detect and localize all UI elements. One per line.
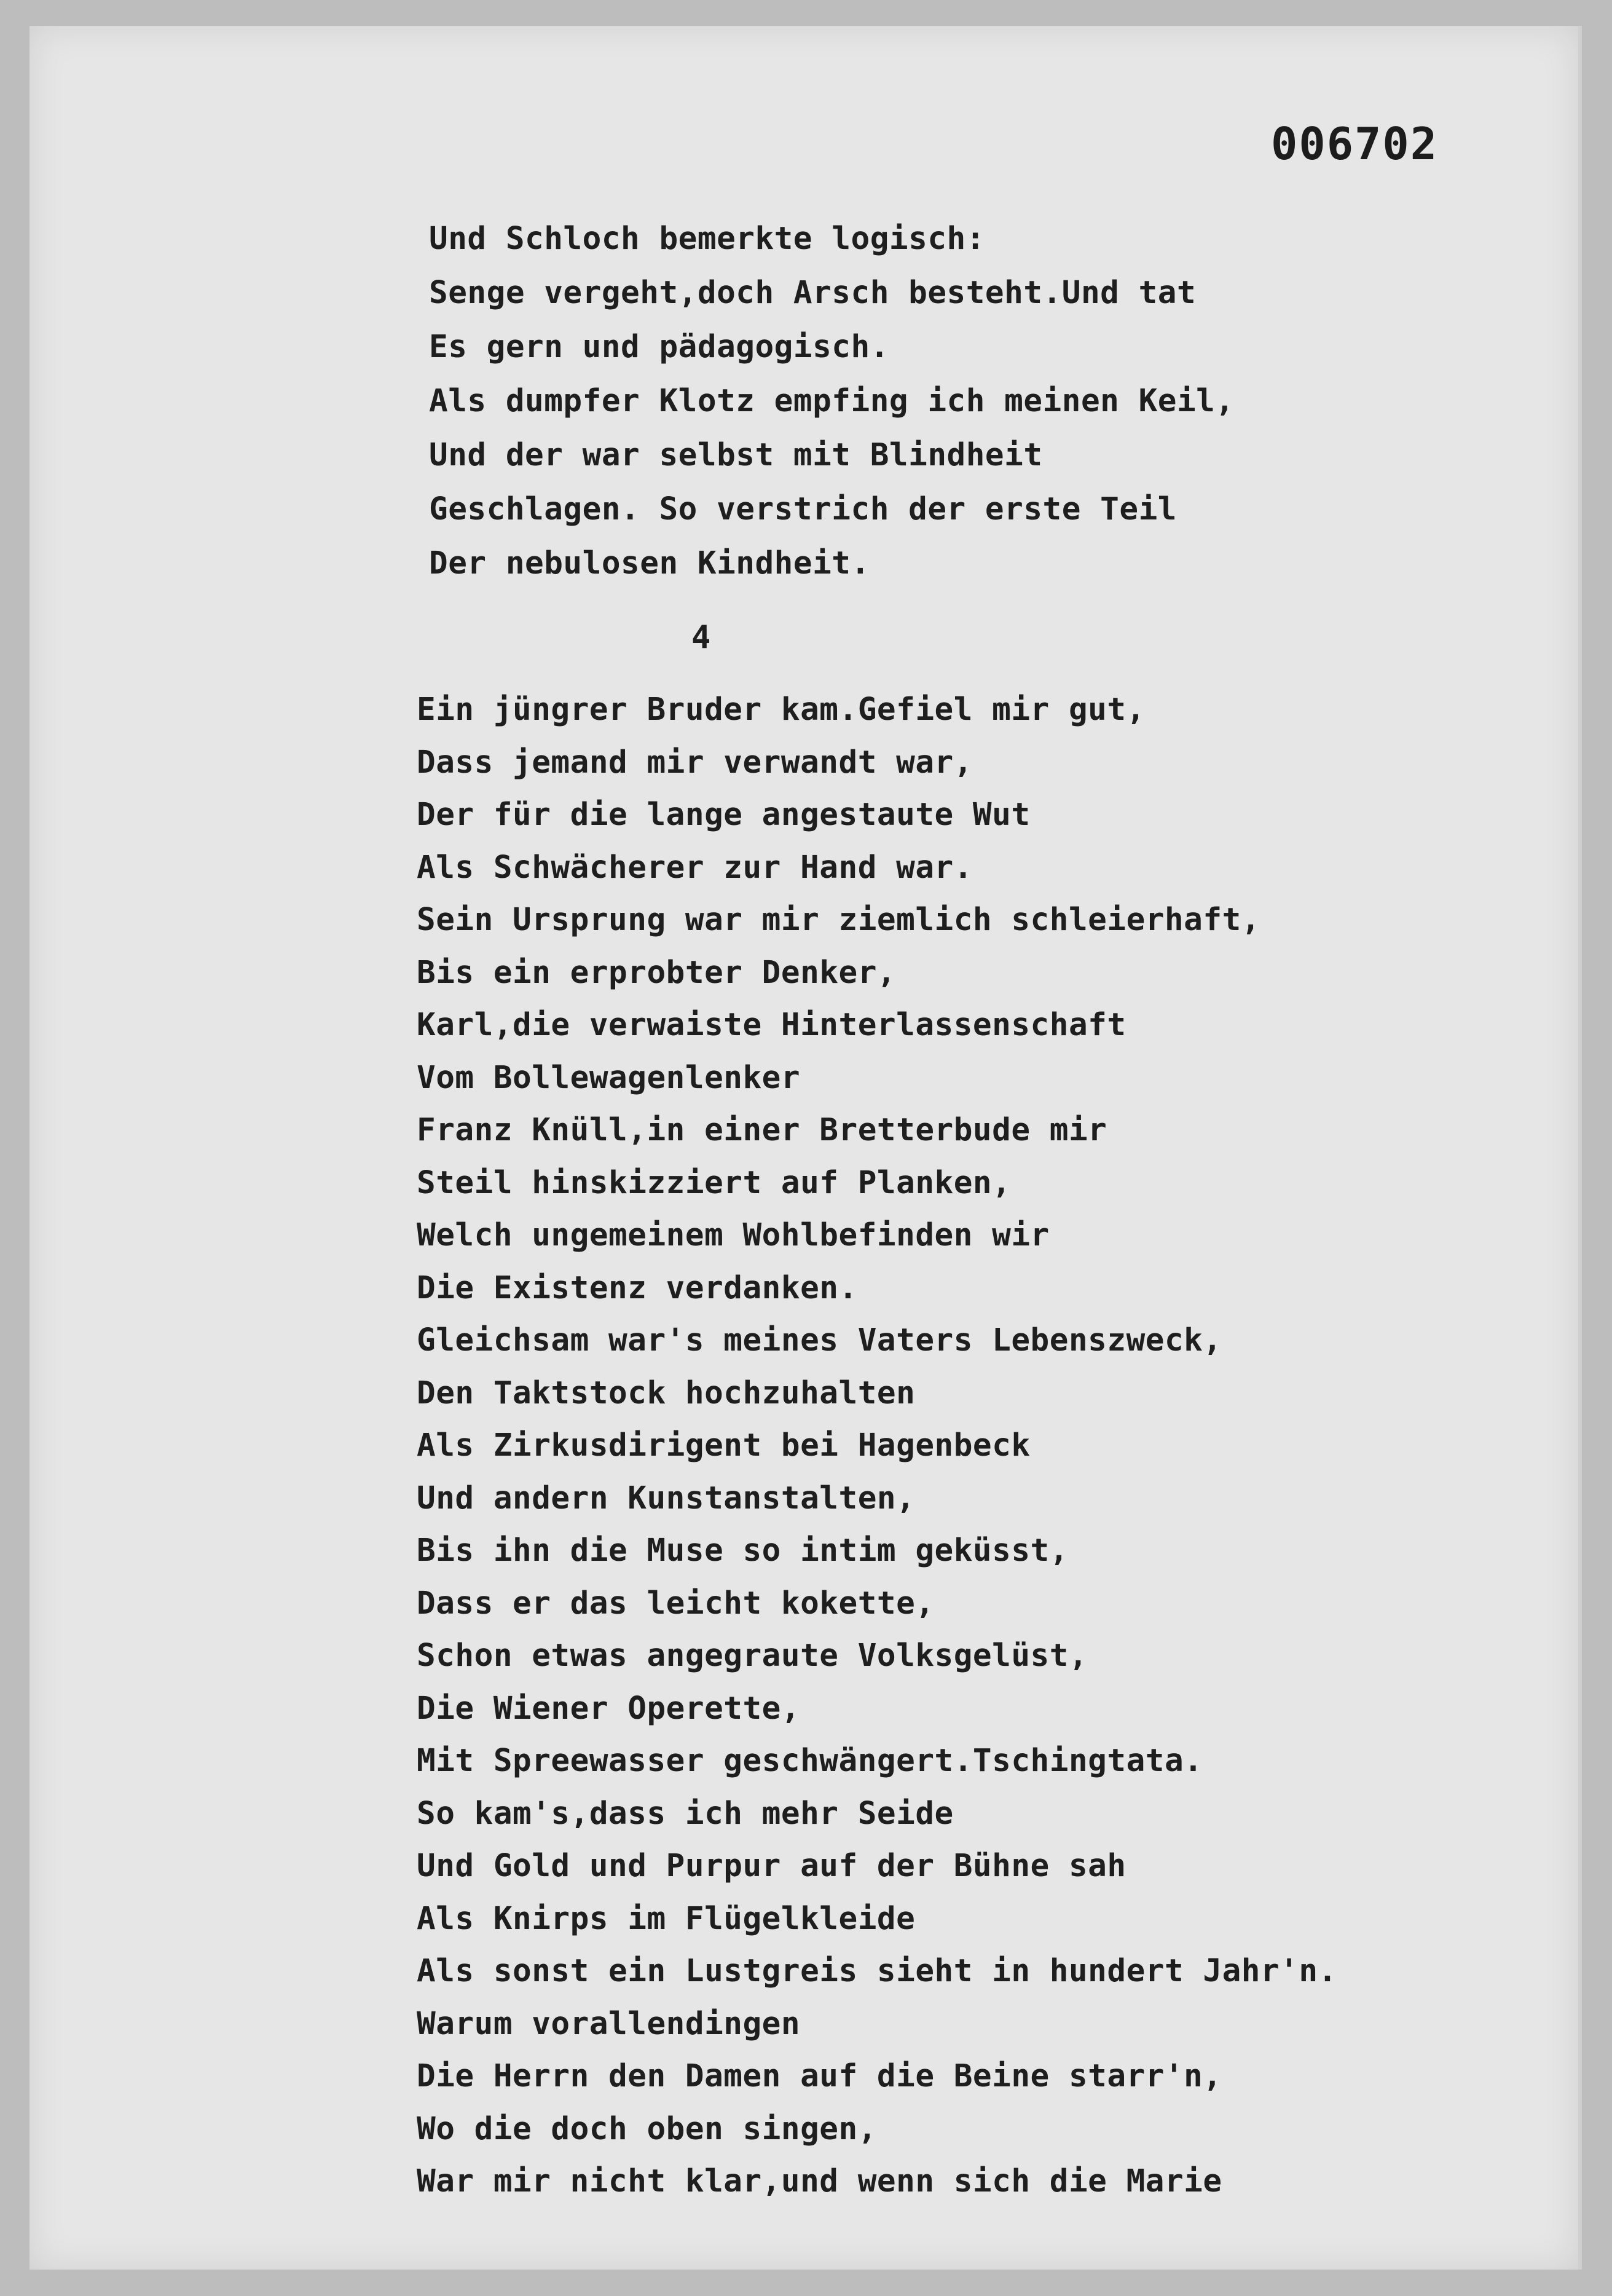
poem-line: Gleichsam war's meines Vaters Lebenszweck, (417, 1322, 1222, 1359)
poem-line: Steil hinskizziert auf Planken, (417, 1164, 1012, 1201)
poem-line: Warum vorallendingen (417, 2005, 801, 2042)
poem-line: Ein jüngrer Bruder kam.Gefiel mir gut, (417, 692, 1146, 728)
poem-line: Den Taktstock hochzuhalten (417, 1375, 916, 1411)
poem-line: Sein Ursprung war mir ziemlich schleierhaft, (417, 902, 1261, 938)
poem-line: Geschlagen. So verstrich der erste Teil (429, 491, 1177, 527)
poem-line: Dass er das leicht kokette, (417, 1585, 935, 1622)
section-number: 4 (691, 619, 711, 656)
document-page (29, 26, 1582, 2270)
poem-line: Die Wiener Operette, (417, 1690, 801, 1727)
poem-line: Und Schloch bemerkte logisch: (429, 221, 985, 257)
poem-line: Und Gold und Purpur auf der Bühne sah (417, 1848, 1126, 1884)
poem-line: Karl,die verwaiste Hinterlassenschaft (417, 1007, 1126, 1043)
poem-line: Als Knirps im Flügelkleide (417, 1900, 916, 1937)
poem-line: Mit Spreewasser geschwängert.Tschingtata. (417, 1743, 1203, 1779)
poem-line: War mir nicht klar,und wenn sich die Marie (417, 2163, 1222, 2199)
stanza-1 (429, 212, 1235, 591)
poem-line: Bis ihn die Muse so intim geküsst, (417, 1533, 1069, 1569)
poem-line: Und der war selbst mit Blindheit (429, 437, 1043, 473)
poem-line: Als sonst ein Lustgreis sieht in hundert Jahr'n. (417, 1953, 1337, 1989)
poem-line: Als Zirkusdirigent bei Hagenbeck (417, 1427, 1031, 1464)
document-number: 006702 (1271, 118, 1439, 170)
poem-line: Es gern und pädagogisch. (429, 329, 889, 365)
poem-line: Franz Knüll,in einer Bretterbude mir (417, 1112, 1107, 1148)
poem-line: Der für die lange angestaute Wut (417, 797, 1031, 833)
poem-line: Vom Bollewagenlenker (417, 1059, 801, 1096)
poem-line: Schon etwas angegraute Volksgelüst, (417, 1638, 1088, 1674)
stanza-2 (417, 684, 1337, 2208)
poem-line: Senge vergeht,doch Arsch besteht.Und tat (429, 275, 1197, 311)
poem-line: Als Schwächerer zur Hand war. (417, 849, 973, 886)
poem-line: Welch ungemeinem Wohlbefinden wir (417, 1217, 1050, 1253)
poem-line: Wo die doch oben singen, (417, 2110, 877, 2147)
poem-line: Bis ein erprobter Denker, (417, 954, 897, 991)
poem-line: Und andern Kunstanstalten, (417, 1480, 916, 1517)
poem-line: Dass jemand mir verwandt war, (417, 744, 973, 781)
poem-line: Die Existenz verdanken. (417, 1269, 858, 1306)
poem-line: Als dumpfer Klotz empfing ich meinen Keil, (429, 383, 1235, 419)
poem-line: So kam's,dass ich mehr Seide (417, 1795, 954, 1832)
poem-line: Die Herrn den Damen auf die Beine starr'n, (417, 2058, 1222, 2094)
poem-line: Der nebulosen Kindheit. (429, 545, 870, 582)
